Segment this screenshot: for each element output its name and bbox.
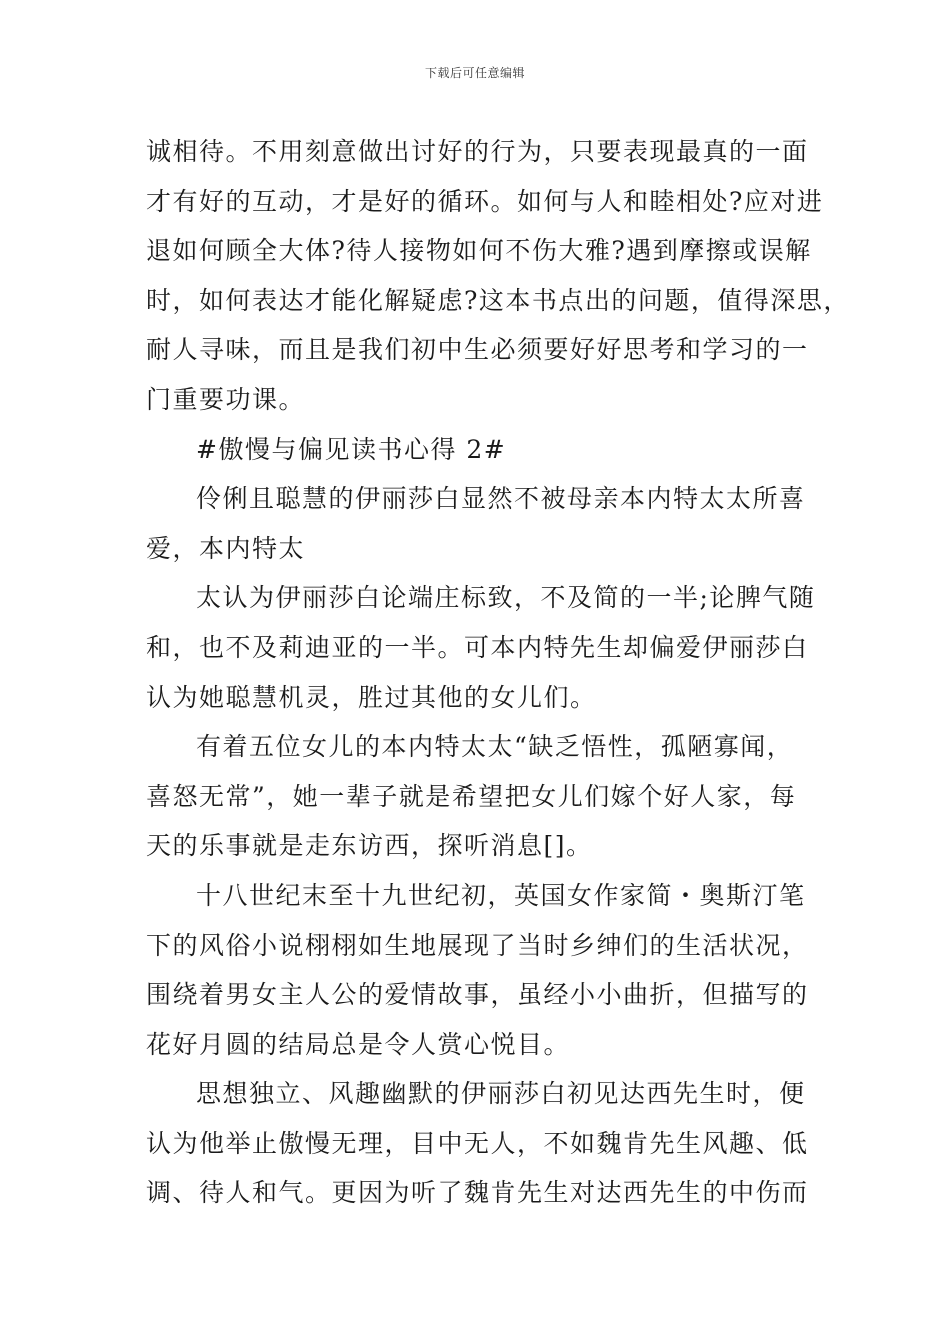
text-line: 十八世纪末至十九世纪初，英国女作家简・奥斯汀笔 [196,880,806,910]
text-line: 思想独立、风趣幽默的伊丽莎白初见达西先生时，便 [196,1079,806,1109]
text-line: 喜怒无常”，她一辈子就是希望把女儿们嫁个好人家，每 [146,781,797,811]
text-line: #傲慢与偏见读书心得 2# [196,434,507,464]
text-line: 才有好的互动，才是好的循环。如何与人和睦相处?应对进 [146,186,824,216]
text-line: 爱，本内特太 [146,533,306,563]
text-line: 有着五位女儿的本内特太太“缺乏悟性，孤陋寡闻， [196,732,794,762]
document-body [146,127,850,1218]
text-line: 和，也不及莉迪亚的一半。可本内特先生却偏爱伊丽莎白 [146,632,809,662]
text-line: 时，如何表达才能化解疑虑?这本书点出的问题，值得深思， [146,285,850,315]
text-line: 下的风俗小说栩栩如生地展现了当时乡绅们的生活状况， [146,930,809,960]
text-line: 耐人寻味，而且是我们初中生必须要好好思考和学习的一 [146,335,809,365]
text-line: 认为他举止傲慢无理，目中无人，不如魏肯先生风趣、低 [146,1128,809,1158]
text-line: 太认为伊丽莎白论端庄标致，不及简的一半;论脾气随 [196,583,816,613]
text-line: 调、待人和气。更因为听了魏肯先生对达西先生的中伤而 [146,1178,809,1208]
text-line: 天的乐事就是走东访西，探听消息[]。 [146,831,593,861]
text-line: 花好月圆的结局总是令人赏心悦目。 [146,1029,571,1059]
text-line: 退如何顾全大体?待人接物如何不伤大雅?遇到摩擦或误解 [146,236,812,266]
text-line: 门重要功课。 [146,384,306,414]
page-header: 下载后可任意编辑 [424,66,525,80]
text-line: 诚相待。不用刻意做出讨好的行为，只要表现最真的一面 [146,137,809,166]
text-line: 伶俐且聪慧的伊丽莎白显然不被母亲本内特太太所喜 [196,484,806,514]
text-line: 围绕着男女主人公的爱情故事，虽经小小曲折，但描写的 [146,980,809,1010]
text-line: 认为她聪慧机灵，胜过其他的女儿们。 [146,682,597,712]
